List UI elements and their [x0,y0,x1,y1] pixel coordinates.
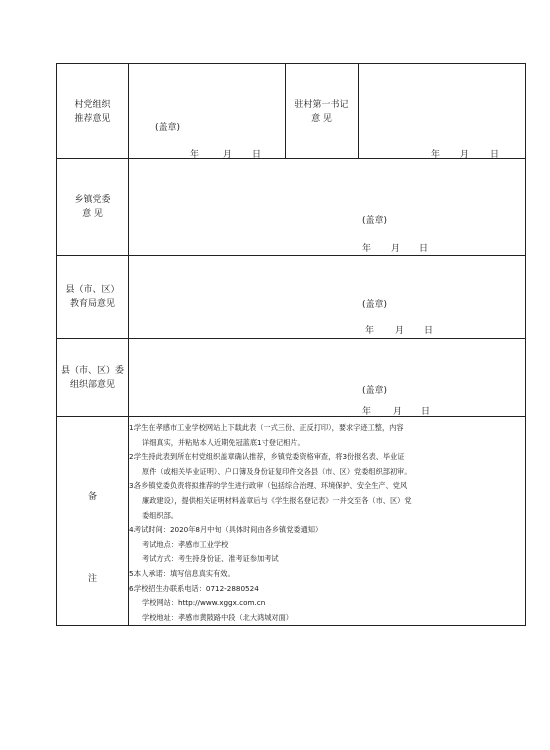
township-date-year: 年 [362,244,372,254]
remarks-notes: 1. 学生在孝感市工业学校网站上下载此表（一式三份、正反打印），要求字迹工整，内容 详细真实，并粘贴本人近期免冠蓝底1寸登记相片。 2. 学生持此表到所在村党组织盖章确认推荐，乡镇党委资格审查，将3份报名表、毕业证 原件（或相关毕业证明）、户口簿及身份证复印件交各县（市、区）党委组织部初审。 3. 各乡镇党委负责将拟推荐的学生进行政审（包括综合治理、环境保护、安全生产、党风 廉政建设），提供相关证明材料盖章后与《学生报名登记表》一并交至各（市、区）党 委组织部。 4. 考试时间：2020年8月中旬（具体时间由各乡镇党委通知） 考试地点：孝感市工业学校 考试方式：考生持身份证、准考证参加考试 5. 本人承诺：填写信息真实有效。 6. 学校招生办联系电话：0712-2880524 学校网站：http://www.xggx.com.cn 学校地址：孝感市黄陂路中段（北大鸿城对面） [129,421,521,625]
organization-date-day: 日 [421,407,431,417]
approval-table [56,63,526,626]
township-date-day: 日 [419,244,429,254]
village-seal-text: (盖章) [155,123,181,133]
remarks-row [57,417,525,625]
village-date-day: 日 [252,150,262,160]
remark-item-4: 4. 考试时间：2020年8月中旬（具体时间由各乡镇党委通知） [129,525,323,535]
remark-item-2: 2. 学生持此表到所在村党组织盖章确认推荐，乡镇党委资格审查，将3份报名表、毕业证 [129,452,405,462]
remark-item-3: 3. 各乡镇党委负责将拟推荐的学生进行政审（包括综合治理、环境保护、安全生产、党风 [129,481,408,491]
education-date-day: 日 [424,326,434,336]
township-opinion-label: 乡镇党委 意 见 [74,195,111,219]
organization-department-label: 县（市、区）委 组织部意见 [60,366,124,390]
organization-date-month: 月 [393,407,403,417]
village-date-year: 年 [190,150,200,160]
remarks-label-char-2: 注 [88,574,98,584]
township-opinion-row [57,159,525,256]
education-date-year: 年 [365,326,375,336]
education-bureau-row [57,256,525,339]
township-seal-text: (盖章) [362,216,388,226]
remark-item-1: 1. 学生在孝感市工业学校网站上下载此表（一式三份、正反打印），要求字迹工整，内容 [129,423,404,432]
organization-department-row [57,339,525,417]
organization-seal-text: (盖章) [362,386,388,396]
education-date-month: 月 [395,326,405,336]
first-secretary-date-day: 日 [490,150,500,160]
education-bureau-label: 县（市、区） 教育局意见 [65,285,120,309]
township-date-month: 月 [391,244,401,254]
village-date-month: 月 [223,150,233,160]
first-secretary-date-year: 年 [431,150,441,160]
remark-item-6: 6. 学校招生办联系电话：0712-2880524 [129,583,259,593]
remark-item-5: 5. 本人承诺：填写信息真实有效。 [129,568,235,578]
first-secretary-date-month: 月 [460,150,470,160]
remarks-label-char-1: 备 [88,492,98,502]
education-seal-text: (盖章) [362,300,388,310]
organization-date-year: 年 [362,407,372,417]
first-secretary-label: 驻村第一书记 意 见 [294,100,349,124]
village-opinion-row [57,64,525,159]
village-opinion-label: 村党组织 推荐意见 [74,100,111,124]
